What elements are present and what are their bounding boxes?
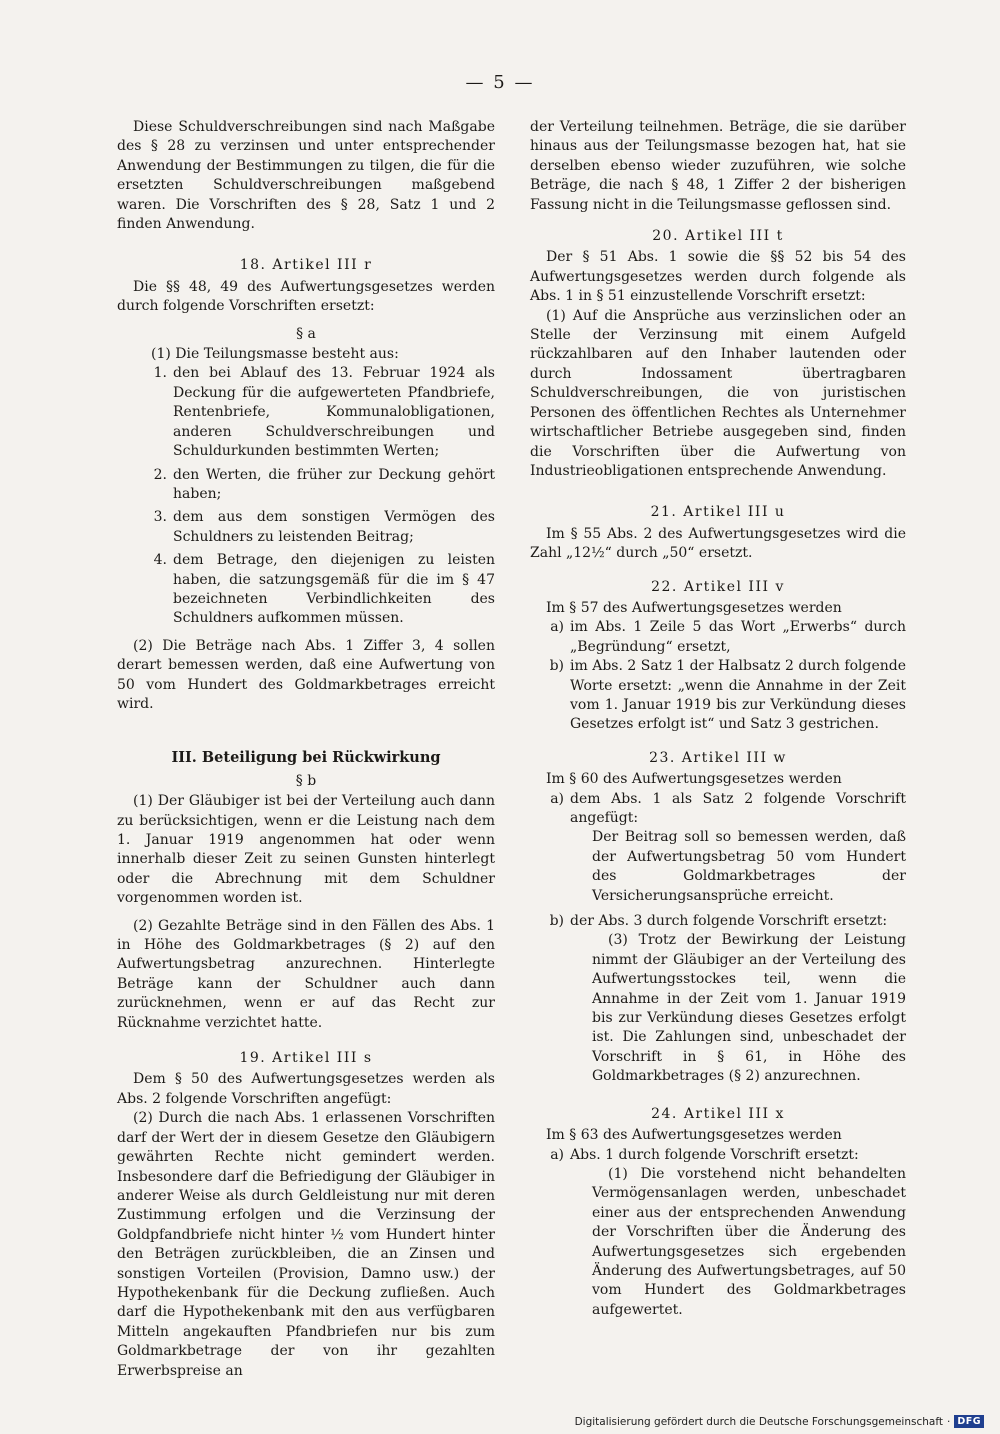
list-item-letter: b) — [549, 913, 564, 930]
list-item-letter: a) — [550, 1146, 564, 1163]
article-heading-19: 19. Artikel III s — [239, 1050, 373, 1067]
paragraph-22: Im § 57 des Aufwertungsgesetzes werden — [546, 599, 842, 616]
paragraph-19-2: (2) Durch die nach Abs. 1 erlassenen Vorschriften darf der Wert der in diesem Gesetze den Gläubigern gewährten Rechte nicht gemindert werden. Insbesondere darf die Befriedigung der Gläubiger in anderer Weise als durch Geldleistung nur mit deren Zustimmung erfolgen und die Verzinsung der Goldpfandbriefe nicht hinter ½ vom Hundert hinter den Beträgen zurückbleiben, die an Zinsen und sonstigen Vorteilen (Provision, Damno usw.) der Hypothekenbank für die Deckung zufließen. Auch darf die Hypothekenbank mit den aus verfügbaren Mitteln angekauften Pfandbriefen nur bis zum Goldmarkbetrage der von ihr gezahlten Erwerbspreise an — [117, 1110, 495, 1379]
list-item — [530, 1146, 906, 1165]
list-item-text: im Abs. 2 Satz 1 der Halbsatz 2 durch folgende Worte ersetzt: „wenn die Annahme in der Zeit vom 1. Januar 1919 bis zur Verkündung dieses Gesetzes erfolgt ist“ und Satz 3 gestrichen. — [570, 658, 906, 733]
paragraph-continued: der Verteilung teilnehmen. Beträge, die sie darüber hinaus aus der Teilungsmasse bezogen hat, hat sie derselben ebenso wieder zuzuführen, wie solche Beträge, die nach § 48, 1 Ziffer 2 der bisherigen Fassung nicht in die Teilungsmasse geflossen sind. — [530, 119, 906, 213]
list-item-number: 2. — [153, 466, 167, 483]
section-title-3: III. Beteiligung bei Rückwirkung — [171, 749, 441, 767]
section-sign-b: § b — [295, 772, 317, 789]
list-item-text: den Werten, die früher zur Deckung gehört haben; — [173, 466, 495, 502]
article-heading-21: 21. Artikel III u — [650, 504, 786, 521]
paragraph-b2: (2) Gezahlte Beträge sind in den Fällen des Abs. 1 in Höhe des Goldmarkbetrages (§ 2) auf den Aufwertungsbetrag anzurechnen. Hinterlegte Beträge kann der Schuldner auch dann zurücknehmen, wenn er auf das Recht zur Rücknahme verzichtet hatte. — [117, 917, 495, 1031]
list-item-number: 4. — [153, 552, 167, 569]
digitization-footer — [575, 1415, 984, 1428]
list-item — [117, 466, 495, 505]
list-item — [117, 364, 495, 461]
article-heading-22: 22. Artikel III v — [651, 578, 785, 595]
list-item-text: im Abs. 1 Zeile 5 das Wort „Erwerbs“ durch „Begründung“ ersetzt, — [570, 619, 906, 655]
quote-24-a: (1) Die vorstehend nicht behandelten Vermögensanlagen werden, unbeschadet einer aus der entsprechenden Anwendung der Vorschriften über die Änderung des Aufwertungsgesetzes sich ergebenden Änderung des Aufwertungsbetrages, auf 50 vom Hundert des Goldmarkbetrages aufgewertet. — [592, 1165, 906, 1318]
paragraph-19: Dem § 50 des Aufwertungsgesetzes werden als Abs. 2 folgende Vorschriften angefügt: — [117, 1071, 495, 1107]
list-item — [530, 790, 906, 829]
paragraph-21: Im § 55 Abs. 2 des Aufwertungsgesetzes wird die Zahl „12½“ durch „50“ ersetzt. — [530, 525, 906, 562]
right-column — [530, 118, 906, 1320]
list-item-number: 1. — [153, 365, 167, 382]
article-heading-20: 20. Artikel III t — [652, 228, 784, 245]
list-item-text: Abs. 1 durch folgende Vorschrift ersetzt: — [570, 1146, 859, 1163]
quote-23-b: (3) Trotz der Bewirkung der Leistung nimmt der Gläubiger an der Verteilung des Aufwertungsstockes teil, wenn die Annahme in der Zeit vom 1. Januar 1919 bis zur Verkündung dieses Gesetzes erfolgt ist. Die Zahlungen sind, unbeschadet der Vorschrift in § 61, in Höhe des Goldmarkbetrages (§ 2) anzurechnen. — [592, 932, 906, 1085]
paragraph-a2: (2) Die Beträge nach Abs. 1 Ziffer 3, 4 sollen derart bemessen werden, daß eine Aufwertung von 50 vom Hundert des Goldmarkbetrages erreicht wird. — [117, 637, 495, 712]
list-item-text: den bei Ablauf des 13. Februar 1924 als Deckung für die aufgewerteten Pfandbriefe, Rentenbriefe, Kommunalobligationen, anderen Schuldverschreibungen und Schuldurkunden bestimmten Werten; — [173, 365, 495, 460]
list-item — [117, 508, 495, 547]
list-item — [117, 551, 495, 629]
article-heading-23: 23. Artikel III w — [649, 749, 787, 766]
paragraph-20: Der § 51 Abs. 1 sowie die §§ 52 bis 54 des Aufwertungsgesetzes werden durch folgende als Abs. 1 in § 51 einzustellende Vorschrift ersetzt: — [530, 249, 906, 305]
list-item-letter: a) — [550, 619, 564, 636]
paragraph-a1: (1) Die Teilungsmasse besteht aus: — [151, 346, 399, 363]
list-a-items — [117, 364, 495, 628]
footer-text: Digitalisierung gefördert durch die Deutsche Forschungsgemeinschaft — [574, 1415, 943, 1428]
paragraph-24: Im § 63 des Aufwertungsgesetzes werden — [546, 1127, 842, 1144]
page-number: — 5 — — [465, 72, 535, 93]
list-item-letter: a) — [550, 790, 564, 807]
list-item-text: dem Betrage, den diejenigen zu leisten haben, die satzungsgemäß für die im § 47 bezeichneten Verbindlichkeiten des Schuldners aufkommen müssen. — [173, 552, 495, 627]
quote-23-a: Der Beitrag soll so bemessen werden, daß der Aufwertungsbetrag 50 vom Hundert des Goldmarkbetrages der Versicherungsansprüche erreicht. — [592, 829, 906, 904]
article-heading-18: 18. Artikel III r — [239, 257, 373, 274]
paragraph-18: Die §§ 48, 49 des Aufwertungsgesetzes werden durch folgende Vorschriften ersetzt: — [117, 278, 495, 315]
list-item-text: dem aus dem sonstigen Vermögen des Schuldners zu leistenden Beitrag; — [173, 509, 495, 545]
list-item-text: der Abs. 3 durch folgende Vorschrift ersetzt: — [570, 913, 888, 930]
list-item-letter: b) — [549, 658, 564, 675]
paragraph-23: Im § 60 des Aufwertungsgesetzes werden — [546, 771, 842, 788]
paragraph-20-1: (1) Auf die Ansprüche aus verzinslichen oder an Stelle der Verzinsung mit einem Aufgeld rückzahlbaren auf den Inhaber lautenden oder durch Indossament übertragbaren Schuldverschreibungen, die von juristischen Personen des öffentlichen Rechtes als Unternehmer wirtschaftlicher Betriebe ausgegeben sind, finden die Vorschriften über die Aufwertung von Industrieobligationen entsprechende Anwendung. — [530, 307, 906, 479]
footer-separator: · — [946, 1415, 951, 1428]
list-item-number: 3. — [153, 509, 167, 526]
dfg-logo: DFG — [954, 1415, 984, 1428]
list-item — [530, 912, 906, 931]
list-item — [530, 657, 906, 735]
paragraph-b1: (1) Der Gläubiger ist bei der Verteilung auch dann zu berücksichtigen, wenn er die Leistung nach dem 1. Januar 1919 angenommen hat oder wenn innerhalb dieser Zeit zu seinen Gunsten hinterlegt oder die Abrechnung mit dem Schuldner vorgenommen worden ist. — [117, 793, 495, 907]
left-column — [117, 118, 495, 1381]
section-sign-a: § a — [296, 325, 316, 342]
article-heading-24: 24. Artikel III x — [651, 1105, 785, 1122]
list-item-text: dem Abs. 1 als Satz 2 folgende Vorschrift angefügt: — [570, 790, 906, 826]
list-item — [530, 618, 906, 657]
paragraph-intro: Diese Schuldverschreibungen sind nach Maßgabe des § 28 zu verzinsen und unter entsprechender Anwendung der Bestimmungen zu tilgen, die für die ersetzten Schuldverschreibungen maßgebend waren. Die Vorschriften des § 28, Satz 1 und 2 finden Anwendung. — [117, 119, 495, 233]
